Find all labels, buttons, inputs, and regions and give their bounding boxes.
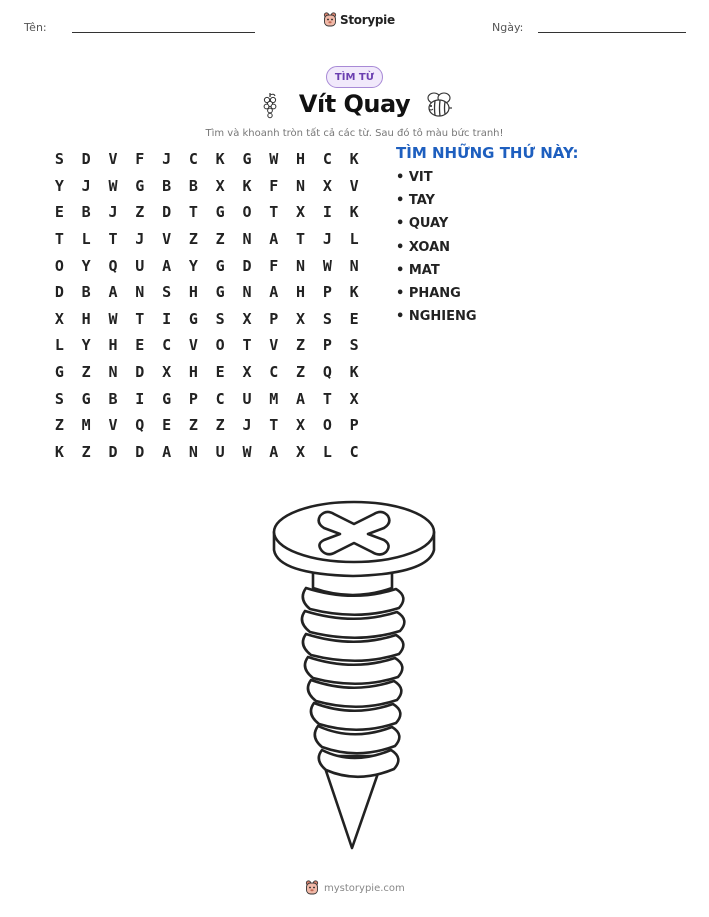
grid-cell[interactable]: J (108, 203, 118, 222)
grid-cell[interactable]: J (81, 176, 91, 195)
grid-cell[interactable]: T (322, 389, 332, 408)
grid-cell[interactable]: D (81, 150, 91, 169)
grid-cell[interactable]: C (322, 150, 332, 169)
grid-cell[interactable]: T (296, 230, 306, 249)
grid-cell[interactable]: A (162, 256, 172, 275)
grid-cell[interactable]: C (188, 150, 198, 169)
grid-cell[interactable]: X (242, 309, 252, 328)
grid-cell[interactable]: E (162, 416, 172, 435)
grid-cell[interactable]: C (269, 363, 279, 382)
grid-cell[interactable]: V (162, 230, 172, 249)
grid-cell[interactable]: L (349, 230, 359, 249)
grid-cell[interactable]: K (349, 363, 359, 382)
grid-cell[interactable]: W (242, 442, 252, 461)
grid-cell[interactable]: D (162, 203, 172, 222)
grid-cell[interactable]: B (81, 203, 91, 222)
grid-cell[interactable]: G (215, 256, 225, 275)
grid-cell[interactable]: T (108, 230, 118, 249)
grid-cell[interactable]: X (349, 389, 359, 408)
grid-cell[interactable]: J (322, 230, 332, 249)
grid-cell[interactable]: L (81, 230, 91, 249)
screw-illustration[interactable] (268, 498, 443, 854)
grid-cell[interactable]: Z (81, 442, 91, 461)
grid-cell[interactable]: G (215, 203, 225, 222)
instructions: Tìm và khoanh tròn tất cả các từ. Sau đó tô màu bức tranh! (205, 128, 504, 139)
grid-cell[interactable]: C (215, 389, 225, 408)
word-list-item: • XOAN (396, 239, 451, 255)
grid-cell[interactable]: N (296, 256, 306, 275)
word-search-grid (46, 146, 368, 465)
grid-cell[interactable]: X (54, 309, 64, 328)
grid-cell[interactable]: Z (81, 363, 91, 382)
grid-cell[interactable]: T (242, 336, 252, 355)
grid-cell[interactable]: X (215, 176, 225, 195)
grid-cell[interactable]: A (269, 230, 279, 249)
grid-cell[interactable]: P (269, 309, 279, 328)
grid-cell[interactable]: K (242, 176, 252, 195)
grid-cell[interactable]: P (322, 336, 332, 355)
grid-cell[interactable]: E (349, 309, 359, 328)
grid-cell[interactable]: D (242, 256, 252, 275)
grid-cell[interactable]: G (162, 389, 172, 408)
grid-cell[interactable]: D (54, 283, 64, 302)
grid-cell[interactable]: Z (215, 416, 225, 435)
grid-cell[interactable]: K (349, 150, 359, 169)
grid-cell[interactable]: N (242, 230, 252, 249)
grid-cell[interactable]: F (269, 256, 279, 275)
grid-cell[interactable]: T (269, 203, 279, 222)
grid-cell[interactable]: V (269, 336, 279, 355)
grid-cell[interactable]: E (54, 203, 64, 222)
grid-cell[interactable]: A (269, 442, 279, 461)
grid-cell[interactable]: Z (215, 230, 225, 249)
word-list-item: • NGHIENG (396, 309, 477, 325)
grid-cell[interactable]: N (188, 442, 198, 461)
grid-cell[interactable]: T (269, 416, 279, 435)
grid-cell[interactable]: L (54, 336, 64, 355)
grid-cell[interactable]: P (349, 416, 359, 435)
grid-cell[interactable]: X (296, 416, 306, 435)
grid-cell[interactable]: G (215, 283, 225, 302)
grid-cell[interactable]: W (108, 309, 118, 328)
find-list-title: TÌM NHỮNG THỨ NÀY: (396, 144, 579, 162)
grid-cell[interactable]: M (269, 389, 279, 408)
grid-cell[interactable]: C (349, 442, 359, 461)
grid-cell[interactable]: J (242, 416, 252, 435)
grid-cell[interactable]: Q (108, 256, 118, 275)
grid-cell[interactable]: Y (188, 256, 198, 275)
grid-cell[interactable]: X (296, 442, 306, 461)
grid-cell[interactable]: K (54, 442, 64, 461)
grid-cell[interactable]: G (135, 176, 145, 195)
grid-cell[interactable]: N (242, 283, 252, 302)
grid-cell[interactable]: G (54, 363, 64, 382)
storypie-logo (323, 12, 395, 28)
grid-cell[interactable]: I (135, 389, 145, 408)
word-list-item: • MAT (396, 262, 440, 278)
grid-cell[interactable]: N (349, 256, 359, 275)
grid-cell[interactable]: G (242, 150, 252, 169)
grid-cell[interactable]: Q (322, 363, 332, 382)
grid-cell[interactable]: X (242, 363, 252, 382)
grid-cell[interactable]: K (349, 203, 359, 222)
grid-cell[interactable]: H (296, 150, 306, 169)
grid-cell[interactable]: T (135, 309, 145, 328)
grid-cell[interactable]: S (322, 309, 332, 328)
grid-cell[interactable]: Q (135, 416, 145, 435)
grid-cell[interactable]: C (162, 336, 172, 355)
grid-cell[interactable]: N (108, 363, 118, 382)
grid-cell[interactable]: P (322, 283, 332, 302)
name-line[interactable] (72, 32, 255, 33)
grid-cell[interactable]: Y (54, 176, 64, 195)
grid-cell[interactable]: S (54, 389, 64, 408)
page-title: Vít Quay (298, 90, 411, 118)
grid-cell[interactable]: N (296, 176, 306, 195)
grid-cell[interactable]: W (269, 150, 279, 169)
grid-cell[interactable]: W (108, 176, 118, 195)
grid-cell[interactable]: Z (54, 416, 64, 435)
grid-cell[interactable]: F (269, 176, 279, 195)
footer (305, 880, 405, 896)
grid-cell[interactable]: T (54, 230, 64, 249)
grid-cell[interactable]: Z (135, 203, 145, 222)
grid-cell[interactable]: D (135, 442, 145, 461)
grid-cell[interactable]: O (54, 256, 64, 275)
grid-cell[interactable]: H (296, 283, 306, 302)
grid-cell[interactable]: U (135, 256, 145, 275)
grid-cell[interactable]: U (242, 389, 252, 408)
grid-cell[interactable]: N (135, 283, 145, 302)
grid-cell[interactable]: E (215, 363, 225, 382)
grid-cell[interactable]: Z (296, 363, 306, 382)
grid-cell[interactable]: K (349, 283, 359, 302)
word-list-item: • TAY (396, 193, 435, 209)
grid-cell[interactable]: D (108, 442, 118, 461)
storypie-mascot-icon (305, 880, 319, 896)
word-list-item: • QUAY (396, 216, 449, 232)
brand-name: Storypie (340, 13, 395, 27)
date-label: Ngày: (492, 21, 524, 34)
grid-cell[interactable]: B (188, 176, 198, 195)
grid-cell[interactable]: A (296, 389, 306, 408)
grid-cell[interactable]: B (162, 176, 172, 195)
grid-cell[interactable]: W (322, 256, 332, 275)
grid-cell[interactable]: M (81, 416, 91, 435)
grid-cell[interactable]: V (108, 416, 118, 435)
grid-cell[interactable]: Z (188, 230, 198, 249)
grid-cell[interactable]: X (296, 309, 306, 328)
puzzle-type-badge: TÌM TỪ (326, 66, 383, 88)
grid-cell[interactable]: A (269, 283, 279, 302)
grid-cell[interactable]: E (135, 336, 145, 355)
grid-cell[interactable]: S (54, 150, 64, 169)
grid-cell[interactable]: G (81, 389, 91, 408)
grid-cell[interactable]: B (81, 283, 91, 302)
storypie-mascot-icon (323, 12, 337, 28)
grid-cell[interactable]: A (162, 442, 172, 461)
grid-cell[interactable]: J (135, 230, 145, 249)
grid-cell[interactable]: Z (296, 336, 306, 355)
grid-cell[interactable]: H (108, 336, 118, 355)
grid-cell[interactable]: S (162, 283, 172, 302)
grid-cell[interactable]: U (215, 442, 225, 461)
grid-cell[interactable]: F (135, 150, 145, 169)
grid-cell[interactable]: V (349, 176, 359, 195)
grid-cell[interactable]: O (242, 203, 252, 222)
word-list-item: • VIT (396, 170, 433, 185)
grid-cell[interactable]: D (135, 363, 145, 382)
grid-cell[interactable]: K (215, 150, 225, 169)
grid-cell[interactable]: O (322, 416, 332, 435)
grid-cell[interactable]: G (188, 309, 198, 328)
word-list-item: • PHANG (396, 285, 461, 301)
grid-cell[interactable]: V (108, 150, 118, 169)
grid-cell[interactable]: I (162, 309, 172, 328)
grid-cell[interactable]: A (108, 283, 118, 302)
grid-cell[interactable]: V (188, 336, 198, 355)
grid-cell[interactable]: Y (81, 336, 91, 355)
date-line[interactable] (538, 32, 686, 33)
grid-cell[interactable]: Y (81, 256, 91, 275)
grid-cell[interactable]: S (215, 309, 225, 328)
word-list (396, 170, 477, 332)
grid-cell[interactable]: Z (188, 416, 198, 435)
grid-cell[interactable]: J (162, 150, 172, 169)
grid-cell[interactable]: X (162, 363, 172, 382)
grid-cell[interactable]: P (188, 389, 198, 408)
grid-cell[interactable]: L (322, 442, 332, 461)
grid-cell[interactable]: S (349, 336, 359, 355)
grid-cell[interactable]: B (108, 389, 118, 408)
footer-url: mystorypie.com (324, 882, 405, 894)
grid-cell[interactable]: H (188, 283, 198, 302)
grid-cell[interactable]: X (296, 203, 306, 222)
grid-cell[interactable]: H (188, 363, 198, 382)
grid-cell[interactable]: I (322, 203, 332, 222)
grid-cell[interactable]: O (215, 336, 225, 355)
grid-cell[interactable]: X (322, 176, 332, 195)
name-label: Tên: (24, 21, 47, 34)
grid-cell[interactable]: H (81, 309, 91, 328)
grid-cell[interactable]: T (188, 203, 198, 222)
